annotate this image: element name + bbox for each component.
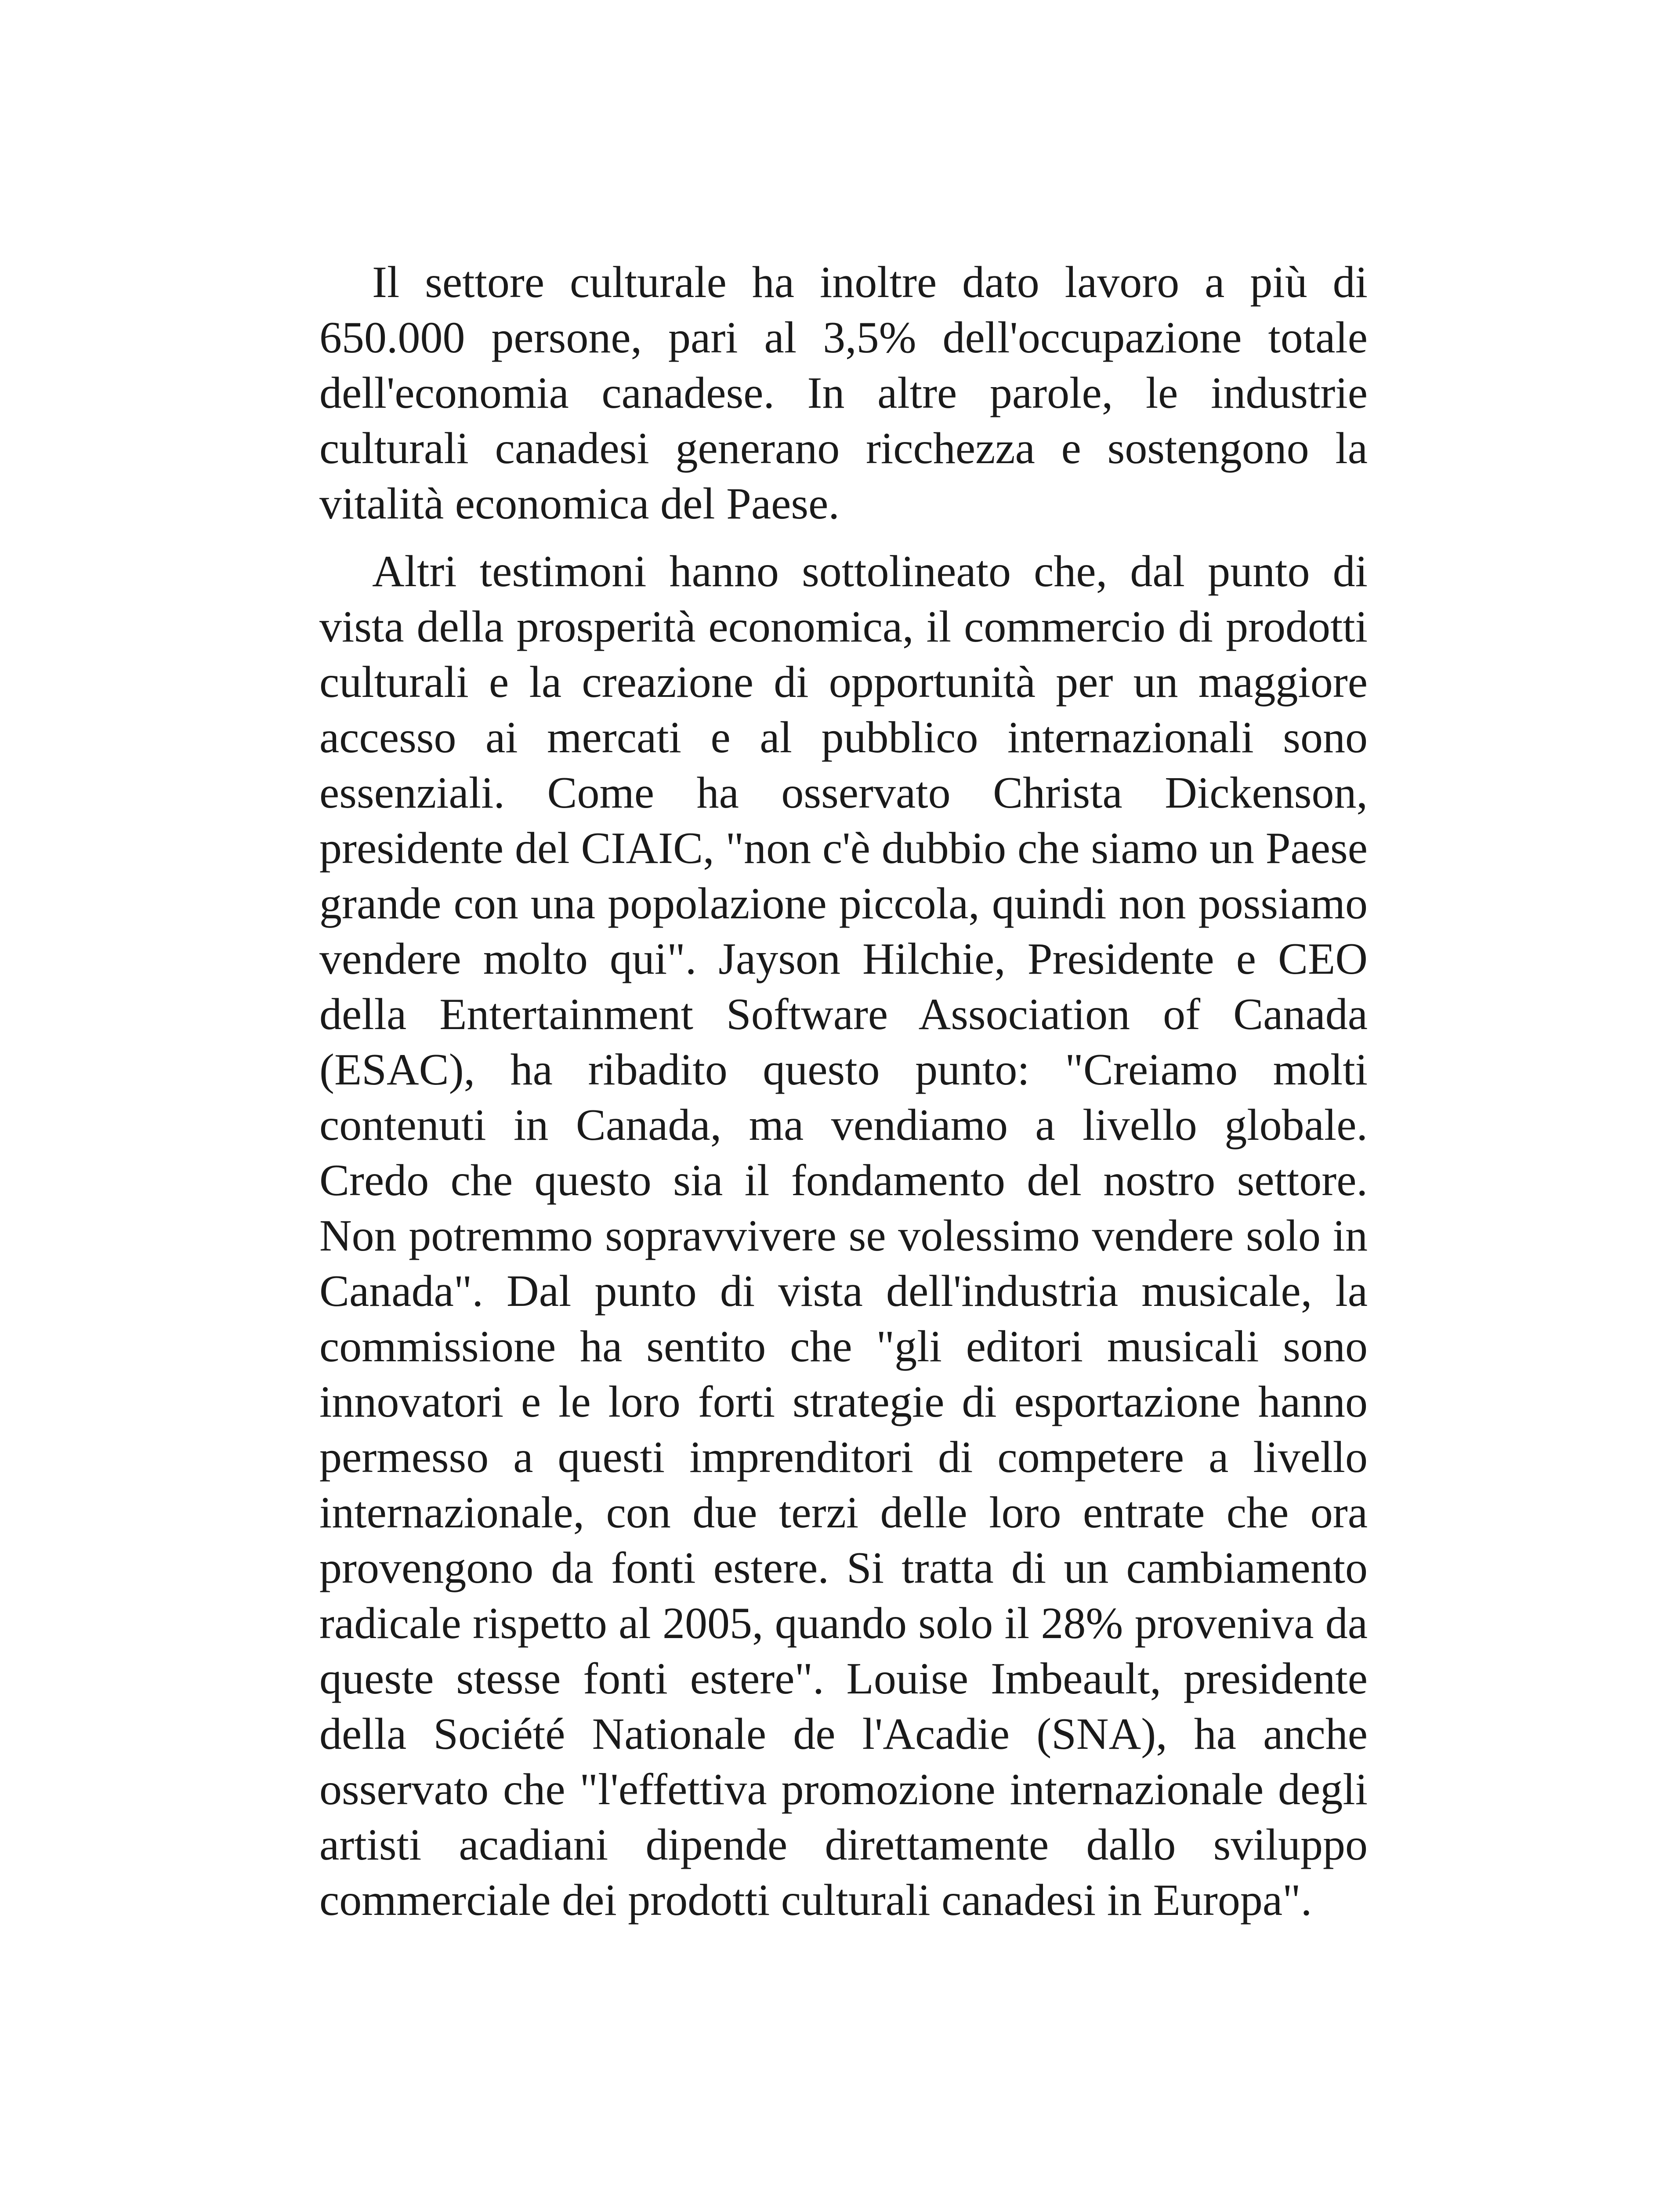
paragraph-2: Altri testimoni hanno sottolineato che, dal punto di vista della prosperità economica, il commercio di prodotti culturali e la creazione di opportunità per un maggiore accesso ai mercati e al pubblico internazionali sono essenziali. Come ha osservato Christa Dickenson, presidente del CIAIC, "non c'è dubbio che siamo un Paese grande con una popolazione piccola, quindi non possiamo vendere molto qui". Jayson Hilchie, Presidente e CEO della Entertainment Software Association of Canada (ESAC), ha ribadito questo punto: "Creiamo molti contenuti in Canada, ma vendiamo a livello globale. Credo che questo sia il fondamento del nostro settore. Non potremmo sopravvivere se volessimo vendere solo in Canada". Dal punto di vista dell'industria musicale, la commissione ha sentito che "gli editori musicali sono innovatori e le loro forti strategie di esportazione hanno permesso a questi imprenditori di competere a livello internazionale, con due terzi delle loro entrate che ora provengono da fonti estere. Si tratta di un cambiamento radicale rispetto al 2005, quando solo il 28% proveniva da queste stesse fonti estere". Louise Imbeault, presidente della Société Nationale de l'Acadie (SNA), ha anche osservato che "l'effettiva promozione internazionale degli artisti acadiani dipende direttamente dallo sviluppo commerciale dei prodotti culturali canadesi in Europa". — [319, 547, 1368, 1925]
body-text — [319, 255, 1368, 1928]
paragraph-1: Il settore culturale ha inoltre dato lavoro a più di 650.000 persone, pari al 3,5% dell'occupazione totale dell'economia canadese. In altre parole, le industrie culturali canadesi generano ricchezza e sostengono la vitalità economica del Paese. — [319, 257, 1368, 529]
